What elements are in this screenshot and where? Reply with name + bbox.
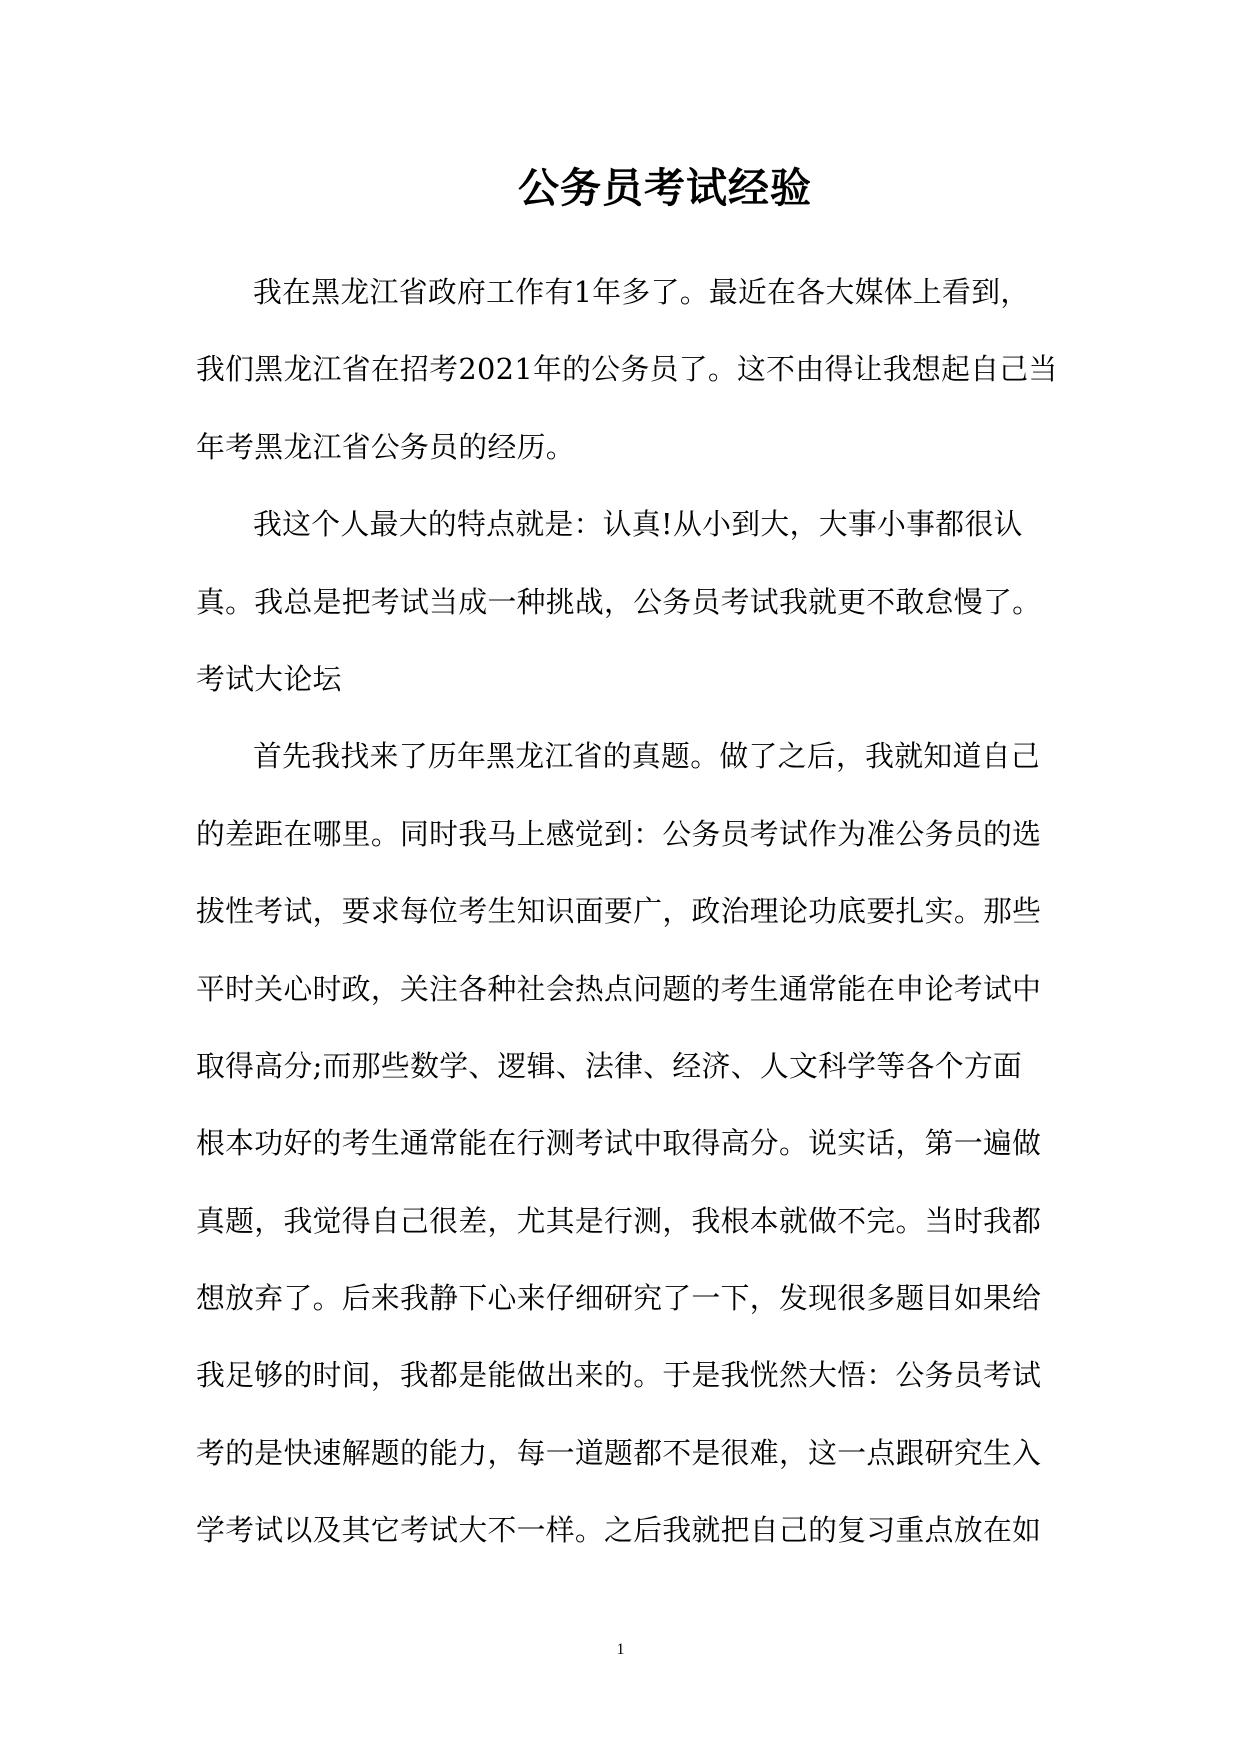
- paragraph-line: 我这个人最大的特点就是：认真!从小到大，大事小事都很认: [253, 507, 1023, 542]
- paragraph-line: 平时关心时政，关注各种社会热点问题的考生通常能在申论考试中: [196, 971, 1042, 1006]
- paragraph-line: 真题，我觉得自己很差，尤其是行测，我根本就做不完。当时我都: [196, 1203, 1042, 1238]
- paragraph-line: 年考黑龙江省公务员的经历。: [196, 429, 575, 464]
- paragraph-line: 我们黑龙江省在招考2021年的公务员了。这不由得让我想起自己当: [196, 352, 1058, 387]
- page-number: 1: [616, 1641, 625, 1658]
- paragraph-line: 学考试以及其它考试大不一样。之后我就把自己的复习重点放在如: [196, 1513, 1042, 1548]
- paragraph-line: 考的是快速解题的能力，每一道题都不是很难，这一点跟研究生入: [196, 1435, 1042, 1470]
- document-body: [196, 264, 1058, 1580]
- paragraph-line: 取得高分;而那些数学、逻辑、法律、经济、人文科学等各个方面: [196, 1048, 1023, 1083]
- paragraph-line: 考试大论坛: [196, 661, 342, 696]
- paragraph-line: 我在黑龙江省政府工作有1年多了。最近在各大媒体上看到，: [253, 275, 1030, 309]
- paragraph-line: 我足够的时间，我都是能做出来的。于是我恍然大悟：公务员考试: [196, 1358, 1042, 1393]
- paragraph-line: 想放弃了。后来我静下心来仔细研究了一下，发现很多题目如果给: [196, 1281, 1042, 1316]
- paragraph-line: 拔性考试，要求每位考生知识面要广，政治理论功底要扎实。那些: [196, 894, 1042, 929]
- document-title: 公务员考试经验: [518, 164, 812, 212]
- paragraph-line: 真。我总是把考试当成一种挑战，公务员考试我就更不敢怠慢了。: [196, 584, 1042, 619]
- paragraph-line: 根本功好的考生通常能在行测考试中取得高分。说实话，第一遍做: [196, 1126, 1042, 1161]
- paragraph-line: 的差距在哪里。同时我马上感觉到：公务员考试作为准公务员的选: [196, 816, 1042, 851]
- paragraph-line: 首先我找来了历年黑龙江省的真题。做了之后，我就知道自己: [253, 739, 1040, 774]
